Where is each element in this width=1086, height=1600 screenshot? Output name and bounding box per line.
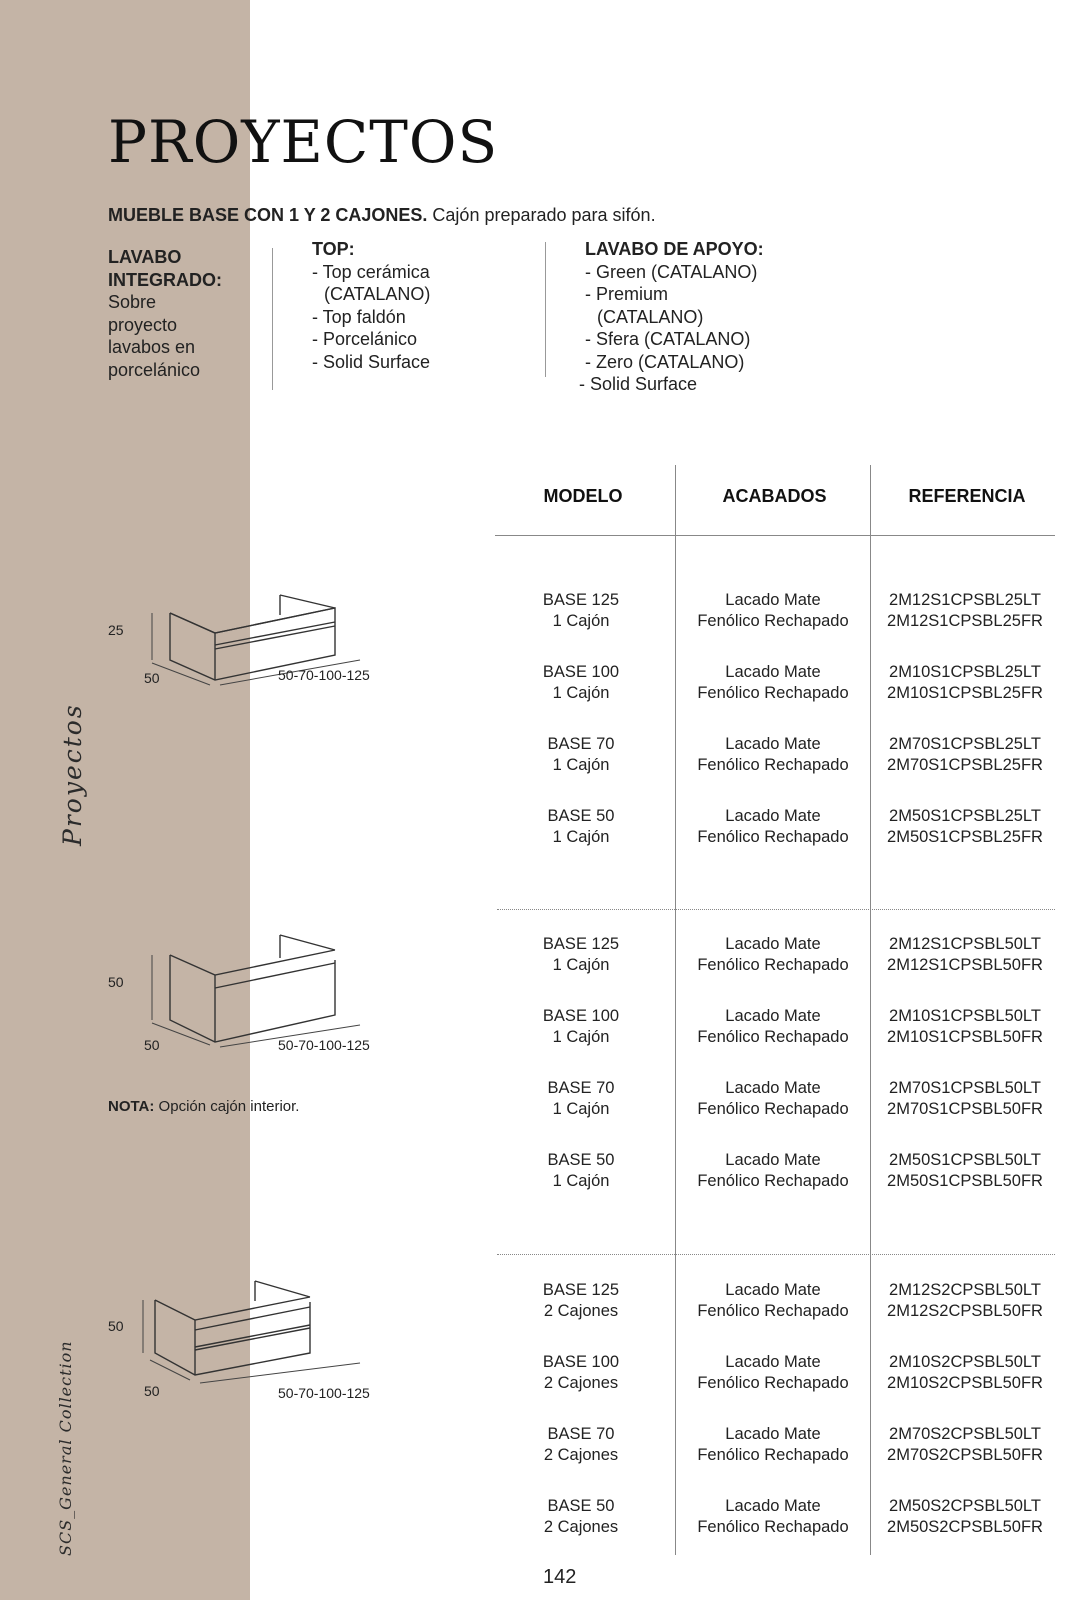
table-cell-finish xyxy=(678,1352,868,1393)
table-cell-ref xyxy=(870,1496,1060,1537)
ref-code: 2M50S1CPSBL25FR xyxy=(887,827,1043,846)
note-text: Opción cajón interior. xyxy=(154,1098,300,1115)
finish-line: Lacado Mate xyxy=(725,1151,821,1169)
page-subtitle xyxy=(108,205,656,226)
table-cell-finish xyxy=(678,1078,868,1119)
table-cell-finish xyxy=(678,934,868,975)
finish-line: Lacado Mate xyxy=(725,735,821,753)
ref-code: 2M12S2CPSBL50LT xyxy=(889,1281,1041,1299)
table-cell-ref xyxy=(870,1078,1060,1119)
top-heading-text: TOP: xyxy=(312,239,355,259)
finish-line: Lacado Mate xyxy=(725,1497,821,1515)
lavabo-apoyo-item: - Premium xyxy=(585,284,669,304)
table-cell-finish xyxy=(678,1150,868,1191)
top-item: - Solid Surface xyxy=(312,351,431,372)
table-cell-model xyxy=(486,734,676,775)
model-drawers: 1 Cajón xyxy=(552,1099,610,1118)
finish-line: Lacado Mate xyxy=(725,1425,821,1443)
lavabo-integrado-line: proyecto xyxy=(108,314,178,335)
header-acabados: ACABADOS xyxy=(722,486,827,506)
lavabo-apoyo-column xyxy=(579,238,845,396)
lavabo-integrado-line: Sobre xyxy=(108,292,157,312)
model-drawers: 2 Cajones xyxy=(543,1373,619,1392)
header-modelo: MODELO xyxy=(543,486,623,506)
table-cell-model xyxy=(486,1078,676,1119)
table-cell-ref xyxy=(870,934,1060,975)
table-cell-ref xyxy=(870,1150,1060,1191)
lavabo-integrado-line: porcelánico xyxy=(108,359,201,380)
cabinet-drawing-2-drawers xyxy=(140,1275,380,1390)
top-heading xyxy=(312,238,532,261)
top-item: (CATALANO) xyxy=(324,284,431,304)
table-cell-ref xyxy=(870,1280,1060,1321)
dim-width: 50-70-100-125 xyxy=(278,1385,370,1401)
ref-code: 2M10S2CPSBL50FR xyxy=(887,1373,1043,1392)
model-drawers: 1 Cajón xyxy=(552,1171,610,1190)
finish-line: Fenólico Rechapado xyxy=(697,1373,849,1392)
model-drawers: 1 Cajón xyxy=(552,611,610,630)
ref-code: 2M10S1CPSBL25LT xyxy=(889,663,1041,681)
model-drawers: 1 Cajón xyxy=(552,827,610,846)
finish-line: Fenólico Rechapado xyxy=(697,1517,849,1536)
table-cell-model xyxy=(486,1006,676,1047)
lavabo-apoyo-item: - Zero (CATALANO) xyxy=(585,351,745,372)
table-cell-finish xyxy=(678,1424,868,1465)
dim-width: 50-70-100-125 xyxy=(278,667,370,683)
table-cell-finish xyxy=(678,590,868,631)
finish-line: Fenólico Rechapado xyxy=(697,1171,849,1190)
dim-height: 50 xyxy=(108,974,124,990)
finish-line: Lacado Mate xyxy=(725,1079,821,1097)
top-item: - Top faldón xyxy=(312,306,406,327)
ref-code: 2M10S1CPSBL50FR xyxy=(887,1027,1043,1046)
table-cell-finish xyxy=(678,662,868,703)
lavabo-apoyo-heading xyxy=(585,238,845,261)
lavabo-integrado-column xyxy=(108,246,258,381)
table-cell-ref xyxy=(870,1352,1060,1393)
table-cell-finish xyxy=(678,806,868,847)
note xyxy=(108,1098,299,1115)
dim-depth: 50 xyxy=(144,670,160,686)
ref-code: 2M70S1CPSBL50FR xyxy=(887,1099,1043,1118)
model-drawers: 2 Cajones xyxy=(543,1517,619,1536)
ref-code: 2M50S2CPSBL50FR xyxy=(887,1517,1043,1536)
lavabo-apoyo-item: (CATALANO) xyxy=(597,306,704,327)
collection-label-vertical: SCS_General Collection xyxy=(56,1340,75,1556)
ref-code: 2M50S1CPSBL25LT xyxy=(889,807,1041,825)
table-cell-ref xyxy=(870,662,1060,703)
model-name: BASE 50 xyxy=(547,1151,615,1169)
finish-line: Fenólico Rechapado xyxy=(697,1301,849,1320)
finish-line: Fenólico Rechapado xyxy=(697,1027,849,1046)
table-cell-ref xyxy=(870,1424,1060,1465)
dim-height: 25 xyxy=(108,622,124,638)
finish-line: Fenólico Rechapado xyxy=(697,827,849,846)
finish-line: Fenólico Rechapado xyxy=(697,683,849,702)
model-name: BASE 100 xyxy=(542,663,620,681)
note-label: NOTA: xyxy=(108,1098,155,1115)
ref-code: 2M50S1CPSBL50FR xyxy=(887,1171,1043,1190)
model-name: BASE 125 xyxy=(542,935,620,953)
table-cell-model xyxy=(486,662,676,703)
ref-code: 2M70S1CPSBL25FR xyxy=(887,755,1043,774)
finish-line: Fenólico Rechapado xyxy=(697,1099,849,1118)
cabinet-drawing-1-drawer-tall xyxy=(140,930,380,1050)
model-drawers: 2 Cajones xyxy=(543,1445,619,1464)
model-name: BASE 70 xyxy=(547,1425,615,1443)
table-cell-finish xyxy=(678,1006,868,1047)
finish-line: Lacado Mate xyxy=(725,1353,821,1371)
ref-code: 2M12S1CPSBL50LT xyxy=(889,935,1041,953)
column-divider xyxy=(272,248,273,390)
model-name: BASE 70 xyxy=(547,1079,615,1097)
ref-code: 2M12S1CPSBL25FR xyxy=(887,611,1043,630)
table-cell-model xyxy=(486,934,676,975)
table-cell-finish xyxy=(678,1280,868,1321)
table-cell-model xyxy=(486,1496,676,1537)
header-referencia: REFERENCIA xyxy=(908,486,1026,506)
lavabo-integrado-line: lavabos en xyxy=(108,337,196,357)
ref-code: 2M12S1CPSBL25LT xyxy=(889,591,1041,609)
top-item: - Porcelánico xyxy=(312,329,418,349)
dim-height: 50 xyxy=(108,1318,124,1334)
lavabo-apoyo-item: - Green (CATALANO) xyxy=(585,261,758,282)
ref-code: 2M10S1CPSBL50LT xyxy=(889,1007,1041,1025)
lavabo-integrado-heading-text: LAVABO INTEGRADO: xyxy=(108,247,222,290)
model-name: BASE 125 xyxy=(542,1281,620,1299)
page-title: PROYECTOS xyxy=(108,108,499,176)
dim-depth: 50 xyxy=(144,1383,160,1399)
ref-code: 2M70S2CPSBL50FR xyxy=(887,1445,1043,1464)
lavabo-apoyo-heading-text: LAVABO DE APOYO: xyxy=(585,239,764,259)
finish-line: Lacado Mate xyxy=(725,1281,821,1299)
subtitle-rest: Cajón preparado para sifón. xyxy=(427,205,656,225)
ref-code: 2M70S2CPSBL50LT xyxy=(889,1425,1041,1443)
table-cell-model xyxy=(486,1424,676,1465)
table-cell-finish xyxy=(678,734,868,775)
model-name: BASE 70 xyxy=(547,735,615,753)
model-drawers: 1 Cajón xyxy=(552,755,610,774)
header-rule xyxy=(495,535,1055,536)
finish-line: Lacado Mate xyxy=(725,807,821,825)
lavabo-apoyo-item: - Sfera (CATALANO) xyxy=(585,329,751,349)
lavabo-integrado-heading xyxy=(108,246,258,291)
ref-code: 2M70S1CPSBL25LT xyxy=(889,735,1041,753)
finish-line: Lacado Mate xyxy=(725,1007,821,1025)
ref-code: 2M10S2CPSBL50LT xyxy=(889,1353,1041,1371)
model-name: BASE 50 xyxy=(547,807,615,825)
lavabo-apoyo-item: - Solid Surface xyxy=(579,374,698,394)
model-drawers: 2 Cajones xyxy=(543,1301,619,1320)
group-separator xyxy=(497,1254,1055,1255)
dim-depth: 50 xyxy=(144,1037,160,1053)
model-drawers: 1 Cajón xyxy=(552,683,610,702)
model-name: BASE 100 xyxy=(542,1353,620,1371)
ref-code: 2M12S2CPSBL50FR xyxy=(887,1301,1043,1320)
finish-line: Lacado Mate xyxy=(725,935,821,953)
finish-line: Fenólico Rechapado xyxy=(697,955,849,974)
ref-code: 2M10S1CPSBL25FR xyxy=(887,683,1043,702)
model-drawers: 1 Cajón xyxy=(552,955,610,974)
finish-line: Lacado Mate xyxy=(725,591,821,609)
model-name: BASE 100 xyxy=(542,1007,620,1025)
page-number: 142 xyxy=(543,1566,577,1588)
table-cell-model xyxy=(486,1352,676,1393)
ref-code: 2M12S1CPSBL50FR xyxy=(887,955,1043,974)
column-divider xyxy=(545,242,546,377)
top-item: - Top cerámica xyxy=(312,261,430,282)
finish-line: Fenólico Rechapado xyxy=(697,755,849,774)
ref-code: 2M70S1CPSBL50LT xyxy=(889,1079,1041,1097)
top-column xyxy=(312,238,532,373)
table-cell-ref xyxy=(870,590,1060,631)
dim-width: 50-70-100-125 xyxy=(278,1037,370,1053)
table-cell-ref xyxy=(870,806,1060,847)
finish-line: Fenólico Rechapado xyxy=(697,611,849,630)
section-label-vertical: Proyectos xyxy=(58,703,87,846)
subtitle-bold: MUEBLE BASE CON 1 Y 2 CAJONES. xyxy=(108,205,428,225)
table-cell-model xyxy=(486,806,676,847)
table-cell-model xyxy=(486,1150,676,1191)
model-name: BASE 50 xyxy=(547,1497,615,1515)
finish-line: Lacado Mate xyxy=(725,663,821,681)
ref-code: 2M50S2CPSBL50LT xyxy=(889,1497,1041,1515)
table-cell-ref xyxy=(870,734,1060,775)
group-separator xyxy=(497,909,1055,910)
table-cell-model xyxy=(486,1280,676,1321)
ref-code: 2M50S1CPSBL50LT xyxy=(889,1151,1041,1169)
table-cell-finish xyxy=(678,1496,868,1537)
model-drawers: 1 Cajón xyxy=(552,1027,610,1046)
finish-line: Fenólico Rechapado xyxy=(697,1445,849,1464)
table-cell-model xyxy=(486,590,676,631)
model-name: BASE 125 xyxy=(542,591,620,609)
table-cell-ref xyxy=(870,1006,1060,1047)
